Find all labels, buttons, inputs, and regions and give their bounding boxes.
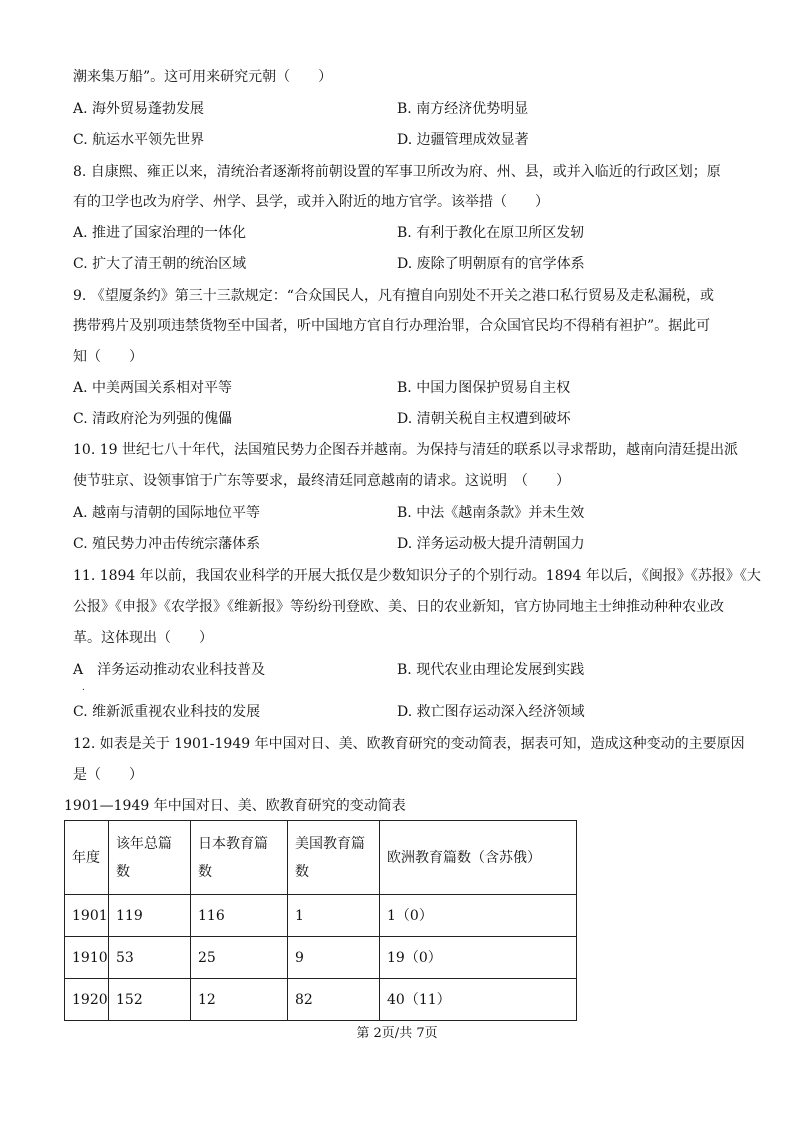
cell-europe: 1（0） <box>380 895 577 937</box>
q11-option-d[interactable]: D. 救亡图存运动深入经济领域 <box>397 704 585 720</box>
q9-option-c[interactable]: C. 清政府沦为列强的傀儡 <box>73 411 233 427</box>
q10-option-a[interactable]: A. 越南与清朝的国际地位平等 <box>73 505 261 521</box>
header-total: 该年总篇数 <box>109 821 191 895</box>
q12-stem-line-2: 是（ ） <box>73 767 143 783</box>
q8-option-b[interactable]: B. 有利于教化在原卫所区发轫 <box>397 225 585 241</box>
q11-option-c[interactable]: C. 维新派重视农业科技的发展 <box>73 704 261 720</box>
cell-total: 119 <box>109 895 191 937</box>
cell-japan: 116 <box>191 895 288 937</box>
cell-usa: 82 <box>288 979 380 1021</box>
table-header-row <box>65 821 577 895</box>
q11-stem-line-2: 公报》《申报》《农学报》《维新报》等纷纷刊登欧、美、日的农业新知，官方协同地主士绅推动种种农业改 <box>73 599 724 615</box>
cell-year: 1920 <box>65 979 109 1021</box>
q7-option-c[interactable]: C. 航运水平领先世界 <box>73 132 205 148</box>
q8-stem-line-1: 8. 自康熙、雍正以来，清统治者逐渐将前朝设置的军事卫所改为府、州、县，或并入临近的行政区划；原 <box>73 164 721 180</box>
page-footer: 第 2页/共 7页 <box>356 1026 438 1041</box>
q9-option-a[interactable]: A. 中美两国关系相对平等 <box>73 380 233 396</box>
cell-europe: 19（0） <box>380 937 577 979</box>
cell-japan: 25 <box>191 937 288 979</box>
q11-option-a[interactable]: A 洋务运动推动农业科技普及 <box>73 662 266 678</box>
q7-option-a[interactable]: A. 海外贸易蓬勃发展 <box>73 101 205 117</box>
header-usa: 美国教育篇数 <box>288 821 380 895</box>
table-row <box>65 979 577 1021</box>
q9-option-d[interactable]: D. 清朝关税自主权遭到破坏 <box>397 411 571 427</box>
q9-option-b[interactable]: B. 中国力图保护贸易自主权 <box>397 380 571 396</box>
q11-stem-line-3: 革。这体现出（ ） <box>73 630 213 646</box>
q7-option-d[interactable]: D. 边疆管理成效显著 <box>397 132 529 148</box>
q7-stem: 潮来集万船”。这可用来研究元朝（ ） <box>73 69 333 85</box>
q12-table-title: 1901—1949 年中国对日、美、欧教育研究的变动简表 <box>64 798 406 814</box>
header-japan: 日本教育篇数 <box>191 821 288 895</box>
header-year: 年度 <box>65 821 109 895</box>
q8-option-a[interactable]: A. 推进了国家治理的一体化 <box>73 225 247 241</box>
cell-usa: 9 <box>288 937 380 979</box>
q12-stem-line-1: 12. 如表是关于 1901-1949 年中国对日、美、欧教育研究的变动简表，据表可知，造成这种变动的主要原因 <box>73 736 745 752</box>
cell-year: 1901 <box>65 895 109 937</box>
q10-stem-line-2: 使节驻京、设领事馆于广东等要求，最终清廷同意越南的请求。这说明 （ ） <box>73 473 570 489</box>
q9-stem-line-3: 知（ ） <box>73 349 143 365</box>
q10-option-d[interactable]: D. 洋务运动极大提升清朝国力 <box>397 536 585 552</box>
q7-option-b[interactable]: B. 南方经济优势明显 <box>397 101 529 117</box>
q9-stem-line-1: 9. 《望厦条约》第三十三款规定：“合众国民人，凡有擅自向别处不开关之港口私行贸易及走私漏税，或 <box>73 288 714 304</box>
cell-japan: 12 <box>191 979 288 1021</box>
q8-option-d[interactable]: D. 废除了明朝原有的官学体系 <box>397 256 585 272</box>
q10-option-b[interactable]: B. 中法《越南条款》并未生效 <box>397 505 585 521</box>
q11-dot-mark: . <box>82 683 85 693</box>
q11-option-b[interactable]: B. 现代农业由理论发展到实践 <box>397 662 585 678</box>
table-row <box>65 895 577 937</box>
header-europe: 欧洲教育篇数（含苏俄） <box>380 821 577 895</box>
q10-option-c[interactable]: C. 殖民势力冲击传统宗藩体系 <box>73 536 261 552</box>
q8-stem-line-2: 有的卫学也改为府学、州学、县学，或并入附近的地方官学。该举措（ ） <box>73 194 549 210</box>
cell-year: 1910 <box>65 937 109 979</box>
cell-total: 53 <box>109 937 191 979</box>
education-table <box>64 820 577 1021</box>
q8-option-c[interactable]: C. 扩大了清王朝的统治区域 <box>73 256 247 272</box>
cell-usa: 1 <box>288 895 380 937</box>
q9-stem-line-2: 携带鸦片及别项违禁货物至中国者，听中国地方官自行办理治罪，合众国官民均不得稍有袒护”。据此可 <box>73 318 711 334</box>
q10-stem-line-1: 10. 19 世纪七八十年代，法国殖民势力企图吞并越南。为保持与清廷的联系以寻求帮助，越南向清廷提出派 <box>73 442 738 458</box>
cell-total: 152 <box>109 979 191 1021</box>
q11-stem-line-1: 11. 1894 年以前，我国农业科学的开展大抵仅是少数知识分子的个别行动。1894 年以后，《闽报》《苏报》《大 <box>73 568 761 584</box>
cell-europe: 40（11） <box>380 979 577 1021</box>
table-row <box>65 937 577 979</box>
